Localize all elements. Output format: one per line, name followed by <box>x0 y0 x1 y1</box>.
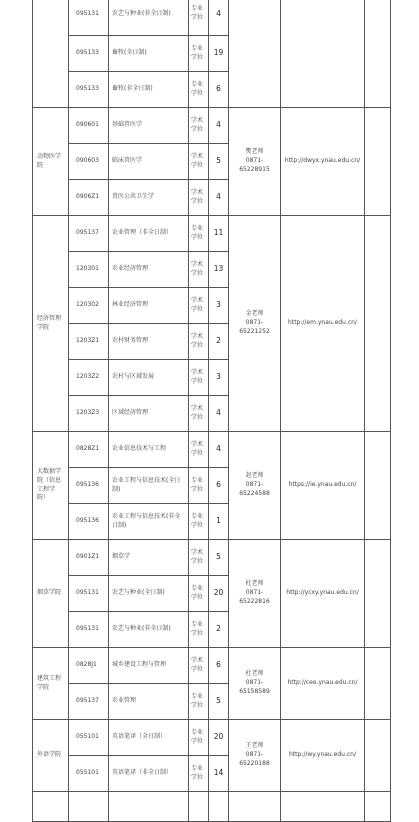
college-name-line: 烟草学院 <box>37 589 62 597</box>
enrollment-number: 2 <box>209 324 229 360</box>
enrollment-number: 4 <box>209 432 229 468</box>
major-name-line: 农艺与种业(全日制) <box>112 589 165 597</box>
degree-type-line: 学位 <box>191 14 204 21</box>
degree-type <box>189 396 209 432</box>
major-code: 095137 <box>69 216 109 252</box>
enrollment-number: 6 <box>209 72 229 108</box>
major-name <box>109 612 189 648</box>
degree-type <box>189 504 209 540</box>
enrollment-number: 6 <box>209 648 229 684</box>
table-row <box>33 432 391 468</box>
degree-type <box>189 756 209 792</box>
remarks-cell <box>365 432 391 540</box>
major-name <box>109 504 189 540</box>
contact-phone: 0871-65222816 <box>239 589 270 605</box>
degree-type <box>189 684 209 720</box>
major-name-line: 临床兽医学 <box>112 157 143 165</box>
major-code: 120302 <box>69 288 109 324</box>
major-code: 095131 <box>69 576 109 612</box>
contact-phone: 0871-65220188 <box>239 751 270 767</box>
degree-type-line: 学位 <box>191 521 204 529</box>
degree-type-line: 学位 <box>191 629 204 637</box>
enrollment-table <box>32 0 391 822</box>
degree-type-line: 学位 <box>191 449 204 457</box>
contact-name: 金老师 <box>245 310 264 318</box>
degree-type-line: 专业 <box>191 5 204 13</box>
major-name <box>109 288 189 324</box>
major-name <box>109 180 189 216</box>
major-name-line: 农业信息技术与工程 <box>112 445 167 453</box>
remarks-cell <box>365 648 391 720</box>
college-name-line: 外语学院 <box>37 751 62 759</box>
college-name-line: 院） <box>37 494 50 502</box>
major-name <box>109 648 189 684</box>
major-code: 095136 <box>69 504 109 540</box>
enrollment-number: 13 <box>209 252 229 288</box>
table-row <box>33 792 391 822</box>
major-code: 1203Z3 <box>69 396 109 432</box>
degree-type-line: 专业 <box>191 80 204 88</box>
major-name-line: 畜牧(非全日制) <box>112 85 153 93</box>
college-name-line: 院（信息 <box>37 476 62 484</box>
website-url <box>281 0 365 108</box>
degree-type-line: 学位 <box>191 377 204 385</box>
major-code: 055101 <box>69 720 109 756</box>
degree-type <box>189 288 209 324</box>
degree-type-line: 专业 <box>191 584 204 592</box>
table-row <box>33 720 391 756</box>
college-name-line: 学院 <box>37 683 50 691</box>
enrollment-number: 4 <box>209 0 229 36</box>
degree-type-line: 学术 <box>191 440 204 448</box>
enrollment-number: 5 <box>209 684 229 720</box>
remarks-cell <box>365 108 391 216</box>
degree-type-line: 学位 <box>191 557 204 565</box>
contact-phone: 0871-65158589 <box>239 679 270 695</box>
website-url: http://cee.ynau.edu.cn/ <box>281 648 365 720</box>
major-name <box>109 0 189 36</box>
degree-type <box>189 720 209 756</box>
website-url: http://wy.ynau.edu.cn/ <box>281 720 365 792</box>
major-name-line: 农业工程与信息技术(非全 <box>112 512 181 520</box>
major-name <box>109 252 189 288</box>
contact-cell <box>229 540 281 648</box>
college-cell <box>33 720 69 792</box>
contact-cell <box>229 108 281 216</box>
degree-type-line: 专业 <box>191 764 204 772</box>
major-name-line: 农业管理（非全日制） <box>112 229 173 237</box>
major-code: 0828J1 <box>69 648 109 684</box>
degree-type <box>189 324 209 360</box>
major-name <box>109 216 189 252</box>
degree-type-line: 专业 <box>191 476 204 484</box>
degree-type <box>189 612 209 648</box>
degree-type-line: 学位 <box>191 53 204 61</box>
degree-type-line: 学位 <box>191 197 204 205</box>
enrollment-number: 11 <box>209 216 229 252</box>
degree-type-line: 学位 <box>191 413 204 421</box>
remarks-cell <box>365 540 391 648</box>
contact-name: 王老师 <box>245 742 264 750</box>
major-code: 095133 <box>69 36 109 72</box>
major-name <box>109 756 189 792</box>
contact-cell <box>229 720 281 792</box>
major-name-line: 农业经济管理 <box>112 265 149 273</box>
degree-type-line: 学位 <box>191 341 204 349</box>
website-url: http://ycxy.ynau.edu.cn/ <box>281 540 365 648</box>
major-name <box>109 360 189 396</box>
degree-type-line: 专业 <box>191 692 204 700</box>
degree-type-line: 专业 <box>191 512 204 520</box>
college-cell <box>33 540 69 648</box>
major-name-line: 城乡建设工程与管理 <box>112 661 167 669</box>
degree-type <box>189 540 209 576</box>
empty-cell <box>281 792 365 822</box>
website-url: https://ie.ynau.edu.cn/ <box>281 432 365 540</box>
degree-type-line: 学位 <box>191 485 204 493</box>
contact-phone: 0871-65221252 <box>239 319 270 335</box>
degree-type-line: 学术 <box>191 368 204 376</box>
table-row <box>33 648 391 684</box>
enrollment-number: 3 <box>209 288 229 324</box>
degree-type-line: 学术 <box>191 296 204 304</box>
enrollment-number: 20 <box>209 720 229 756</box>
major-code: 055101 <box>69 756 109 792</box>
major-name-line: 制) <box>112 485 121 493</box>
major-code: 095136 <box>69 468 109 504</box>
college-cell <box>33 216 69 432</box>
enrollment-number: 4 <box>209 396 229 432</box>
major-name <box>109 432 189 468</box>
remarks-cell <box>365 720 391 792</box>
major-name-line: 林业经济管理 <box>112 301 149 309</box>
enrollment-number: 3 <box>209 360 229 396</box>
degree-type-line: 学位 <box>191 593 204 601</box>
major-name-line: 畜牧(全日制) <box>112 49 147 57</box>
degree-type-line: 学位 <box>191 305 204 313</box>
major-name <box>109 72 189 108</box>
table-row <box>33 216 391 252</box>
major-name <box>109 468 189 504</box>
degree-type <box>189 252 209 288</box>
major-code: 095137 <box>69 684 109 720</box>
contact-cell <box>229 432 281 540</box>
major-code: 120301 <box>69 252 109 288</box>
degree-type-line: 学位 <box>191 161 204 169</box>
major-name-line: 英语笔译（全日制） <box>112 733 167 741</box>
degree-type-line: 学术 <box>191 656 204 664</box>
degree-type <box>189 216 209 252</box>
enrollment-number: 19 <box>209 36 229 72</box>
enrollment-number: 4 <box>209 108 229 144</box>
empty-cell <box>209 792 229 822</box>
college-cell <box>33 648 69 720</box>
degree-type <box>189 72 209 108</box>
enrollment-number: 14 <box>209 756 229 792</box>
major-code: 1203Z2 <box>69 360 109 396</box>
degree-type <box>189 468 209 504</box>
major-name-line: 区域经济管理 <box>112 409 149 417</box>
major-name <box>109 36 189 72</box>
college-name-line: 院 <box>37 161 44 169</box>
college-cell <box>33 0 69 108</box>
major-name <box>109 108 189 144</box>
degree-type <box>189 0 209 36</box>
major-name-line: 农村财务管理 <box>112 337 149 345</box>
degree-type-line: 学位 <box>191 737 204 745</box>
major-name <box>109 684 189 720</box>
empty-cell <box>33 792 69 822</box>
remarks-cell <box>365 216 391 432</box>
major-name <box>109 576 189 612</box>
major-name-line: 农艺与种业(非全日制) <box>112 9 171 17</box>
degree-type-line: 学位 <box>191 773 204 781</box>
college-name-line: 经济管理 <box>37 314 62 322</box>
degree-type-line: 学术 <box>191 404 204 412</box>
major-code: 095133 <box>69 72 109 108</box>
enrollment-number: 2 <box>209 612 229 648</box>
contact-cell <box>229 648 281 720</box>
degree-type-line: 学术 <box>191 332 204 340</box>
empty-cell <box>365 792 391 822</box>
degree-type-line: 学位 <box>191 233 204 241</box>
major-name <box>109 324 189 360</box>
college-name-line: 工程学 <box>37 485 56 493</box>
degree-type <box>189 36 209 72</box>
degree-type-line: 学位 <box>191 701 204 709</box>
major-code: 0828Z1 <box>69 432 109 468</box>
degree-type-line: 学术 <box>191 152 204 160</box>
contact-phone: 0871-65228915 <box>239 157 270 173</box>
major-name-line: 农业管理 <box>112 697 137 705</box>
degree-type-line: 学术 <box>191 548 204 556</box>
table-row <box>33 108 391 144</box>
major-name-line: 英语笔译（非全日制） <box>112 769 173 777</box>
major-name <box>109 720 189 756</box>
table-body <box>33 0 391 822</box>
major-name-line: 烟草学 <box>112 553 131 561</box>
contact-cell <box>229 0 281 108</box>
degree-type-line: 专业 <box>191 44 204 52</box>
website-url: http://dwyx.ynau.edu.cn/ <box>281 108 365 216</box>
remarks-cell <box>365 0 391 108</box>
contact-name: 杜老师 <box>245 670 264 678</box>
college-name-line: 动物医学 <box>37 152 62 160</box>
college-cell <box>33 432 69 540</box>
degree-type <box>189 144 209 180</box>
major-name-line: 农业工程与信息技术(全日 <box>112 476 181 484</box>
major-name <box>109 144 189 180</box>
empty-cell <box>229 792 281 822</box>
table-row <box>33 540 391 576</box>
table-row <box>33 0 391 36</box>
enrollment-number: 20 <box>209 576 229 612</box>
major-code: 0901Z1 <box>69 540 109 576</box>
college-cell <box>33 108 69 216</box>
college-name-line: 学院 <box>37 323 50 331</box>
major-name-line: 日制) <box>112 521 127 529</box>
enrollment-number: 5 <box>209 540 229 576</box>
major-code: 095131 <box>69 0 109 36</box>
major-name <box>109 540 189 576</box>
major-code: 0906Z1 <box>69 180 109 216</box>
degree-type-line: 专业 <box>191 224 204 232</box>
degree-type <box>189 108 209 144</box>
major-code: 1203Z1 <box>69 324 109 360</box>
major-name-line: 基础兽医学 <box>112 121 143 129</box>
degree-type <box>189 576 209 612</box>
degree-type-line: 学术 <box>191 260 204 268</box>
major-name <box>109 396 189 432</box>
contact-name: 樊老师 <box>245 148 264 156</box>
empty-cell <box>109 792 189 822</box>
degree-type-line: 学术 <box>191 116 204 124</box>
major-name-line: 农艺与种业(非全日制) <box>112 625 171 633</box>
empty-cell <box>189 792 209 822</box>
degree-type <box>189 180 209 216</box>
degree-type-line: 专业 <box>191 620 204 628</box>
website-url: http://em.ynau.edu.cn/ <box>281 216 365 432</box>
major-code: 090601 <box>69 108 109 144</box>
college-name-line: 大数据学 <box>37 468 62 476</box>
enrollment-number: 1 <box>209 504 229 540</box>
enrollment-number: 4 <box>209 180 229 216</box>
contact-cell <box>229 216 281 432</box>
degree-type <box>189 360 209 396</box>
degree-type-line: 专业 <box>191 728 204 736</box>
degree-type-line: 学位 <box>191 125 204 133</box>
major-name-line: 农村与区域发展 <box>112 373 155 381</box>
contact-phone: 0871-65224588 <box>239 481 270 497</box>
empty-cell <box>69 792 109 822</box>
major-code: 095131 <box>69 612 109 648</box>
degree-type-line: 学位 <box>191 89 204 97</box>
enrollment-number: 5 <box>209 144 229 180</box>
degree-type-line: 学术 <box>191 188 204 196</box>
contact-name: 杜老师 <box>245 580 264 588</box>
contact-name: 赵老师 <box>245 472 264 480</box>
degree-type-line: 学位 <box>191 269 204 277</box>
degree-type <box>189 432 209 468</box>
major-code: 090603 <box>69 144 109 180</box>
enrollment-number: 6 <box>209 468 229 504</box>
college-name-line: 建筑工程 <box>37 674 62 682</box>
degree-type <box>189 648 209 684</box>
degree-type-line: 学位 <box>191 665 204 673</box>
major-name-line: 兽医公共卫生学 <box>112 193 155 201</box>
